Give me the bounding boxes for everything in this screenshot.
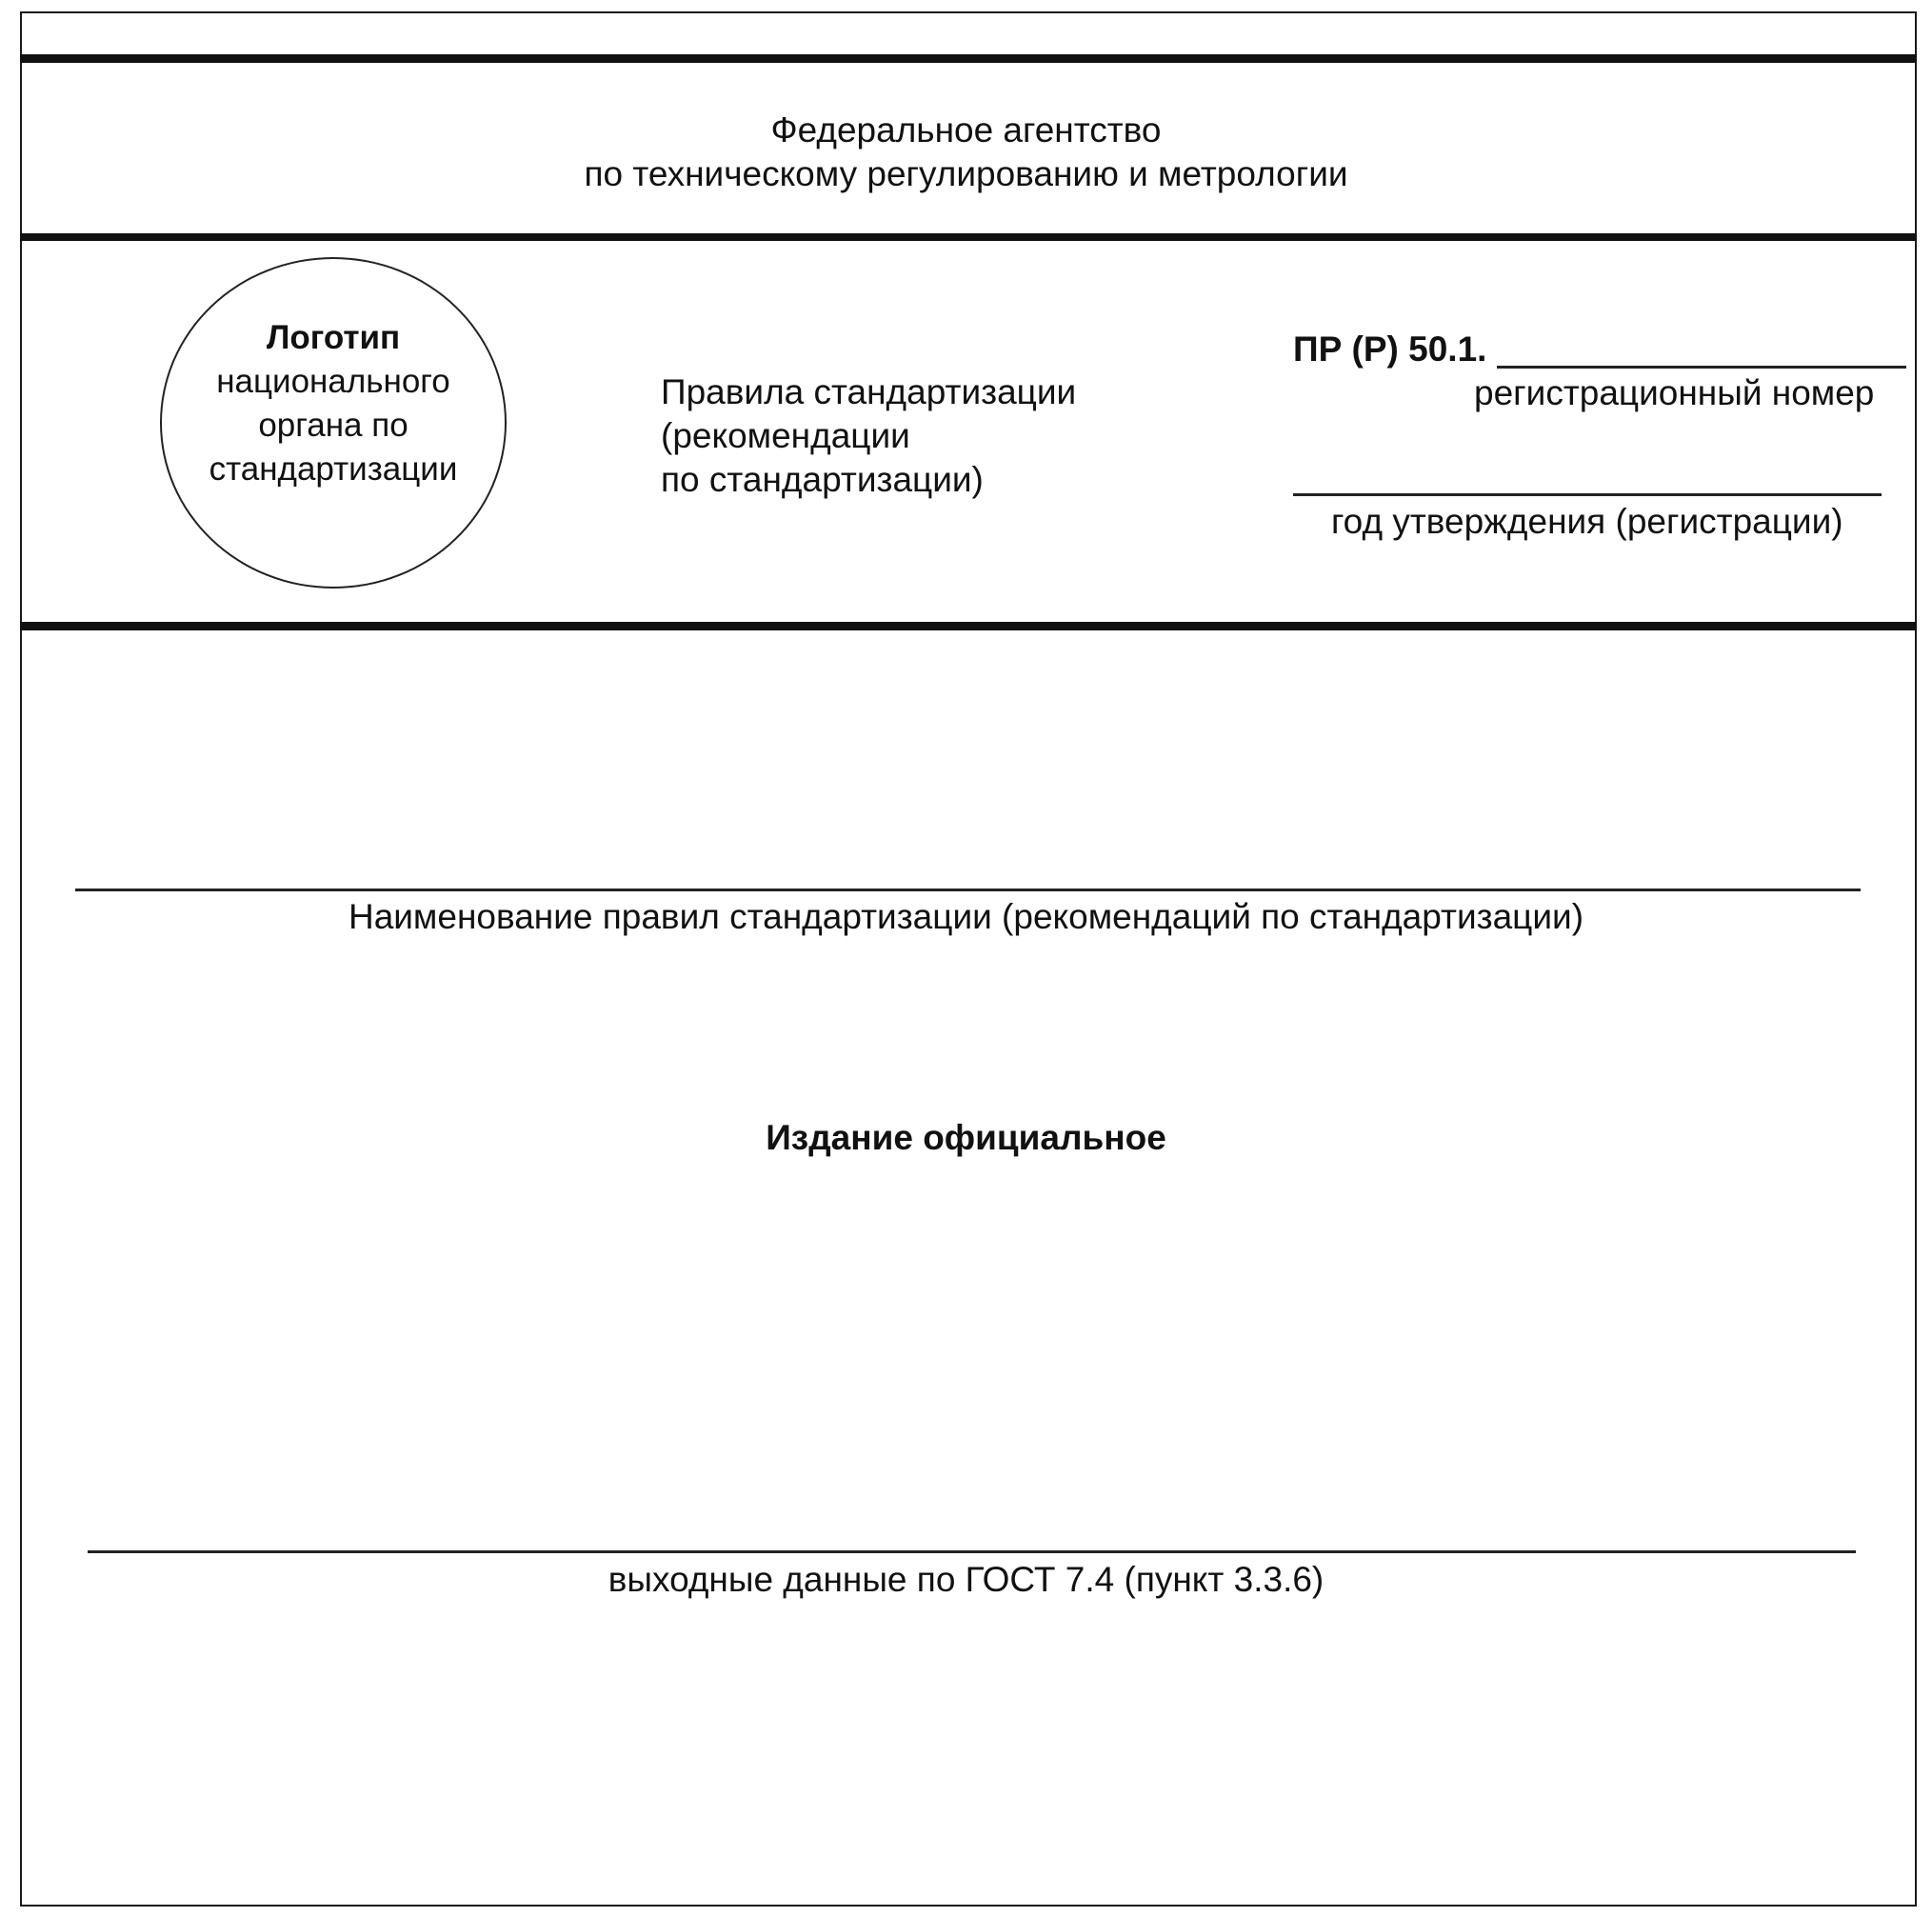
title-label: Наименование правил стандартизации (рекомендаций по стандартизации) [348,897,1584,936]
year-fill-line [1293,493,1882,496]
edition-label: Издание официальное [766,1118,1166,1157]
reg-number-label: регистрационный номер [1474,373,1875,412]
agency-name-line-1: Федеральное агентство [770,110,1162,150]
title-fill-line [75,889,1861,891]
imprint-fill-line [88,1550,1856,1553]
logo-text-line-4: стандартизации [209,450,458,488]
top-rule [20,54,1917,63]
designation-code: ПР (Р) 50.1. [1293,329,1487,369]
logo-text-line-2: национального [216,363,450,400]
header-divider-rule [20,233,1917,241]
doc-type-line-2: (рекомендации [661,416,910,455]
imprint-label: выходные данные по ГОСТ 7.4 (пункт 3.3.6) [607,1560,1325,1599]
doc-type-line-3: по стандартизации) [661,460,984,499]
logo-text-line-3: органа по [258,407,408,444]
year-label: год утверждения (регистрации) [1331,502,1843,541]
upper-block-divider-rule [20,622,1917,630]
doc-type-line-1: Правила стандартизации [661,372,1077,411]
logo-placeholder-text [160,316,507,491]
reg-number-fill-line [1497,366,1906,369]
agency-name-line-2: по техническому регулированию и метрологии [584,154,1348,193]
logo-text-line-1: Логотип [266,319,401,356]
